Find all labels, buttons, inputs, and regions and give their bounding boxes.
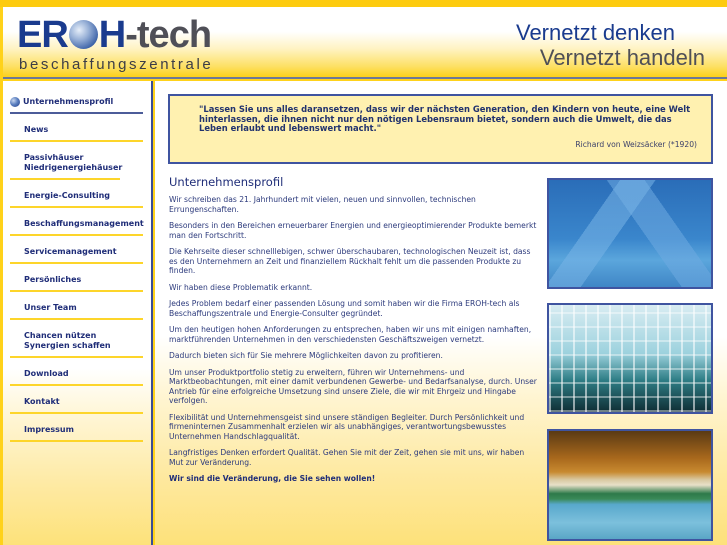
nav-item-passivhaeuser[interactable]: [10, 149, 143, 180]
photo-glass-building: [547, 178, 713, 289]
slogan-line-2: Vernetzt handeln: [539, 45, 705, 70]
nav-link-beschaffungsmanagement[interactable]: Beschaffungsmanagement: [10, 215, 143, 236]
nav-link-news[interactable]: News: [10, 121, 143, 142]
photo-sports-hall: [547, 429, 713, 541]
nav-item-unser-team[interactable]: [10, 299, 143, 320]
nav-link-kontakt[interactable]: Kontakt: [10, 393, 143, 414]
nav-item-kontakt[interactable]: [10, 393, 143, 414]
slogan: [516, 21, 705, 71]
nav-item-download[interactable]: [10, 365, 143, 386]
page-title: Unternehmensprofil: [169, 175, 284, 189]
top-yellow-bar: [0, 0, 727, 7]
nav-item-energie-consulting[interactable]: [10, 187, 143, 208]
logo-subtitle: beschaffungszentrale: [19, 56, 214, 73]
slogan-line-1: Vernetzt denken: [515, 20, 675, 45]
logo-part-h: H: [98, 14, 126, 56]
logo-part-tech: -tech: [125, 14, 212, 56]
nav-item-servicemanagement[interactable]: [10, 243, 143, 264]
main-content: [155, 81, 727, 545]
nav-item-beschaffungsmanagement[interactable]: [10, 215, 143, 236]
nav-link-chancen[interactable]: Chancen nützen Synergien schaffen: [10, 327, 143, 358]
nav-item-persoenliches[interactable]: [10, 271, 143, 292]
nav-link-servicemanagement[interactable]: Servicemanagement: [10, 243, 143, 264]
paragraph: Wir schreiben das 21. Jahrhundert mit vielen, neuen und sinnvollen, technischen Errungenschaften.: [169, 195, 476, 214]
paragraph: Flexibilität und Unternehmensgeist sind unsere ständigen Begleiter. Durch Persönlichkeit und firmeninternen Zusammenhalt erzielen wir als unabhängiges, verantwortungsbewusstes Unternehmen Handschlagqualität.: [169, 412, 525, 441]
nav-item-chancen[interactable]: [10, 327, 143, 358]
paragraph: Um unser Produktportfolio stetig zu erweitern, führen wir Unternehmens- und Marktbeobachtungen, mit einer damit verbundenen Gewerbe- und Bedarfsanalyse, durch. Unser Antrieb für eine erfolgreiche Umsetzung sind unsere Ziele, die wir mit Ehrgeiz und Hingabe verfolgen.: [169, 367, 537, 405]
quote-box: [168, 94, 713, 164]
header: [3, 7, 727, 79]
closing-statement: Wir sind die Veränderung, die Sie sehen wollen!: [169, 474, 376, 483]
paragraph: Um den heutigen hohen Anforderungen zu entsprechen, haben wir uns mit einigen namhaften, marktführenden Unternehmen in den verschiedensten Geschäftszweigen vernetzt.: [169, 325, 532, 344]
nav-link-persoenliches[interactable]: Persönliches: [10, 271, 143, 292]
logo[interactable]: [17, 14, 214, 73]
paragraph: Wir haben diese Problematik erkannt.: [169, 282, 313, 292]
logo-part-er: ER: [17, 14, 68, 56]
nav-link-impressum[interactable]: Impressum: [10, 421, 143, 442]
paragraph: Langfristiges Denken erfordert Qualität. Gehen Sie mit der Zeit, gehen sie mit uns, wir haben Mut zur Veränderung.: [169, 448, 525, 467]
globe-bullet-icon: [10, 97, 20, 107]
quote-author: Richard von Weizsäcker (*1920): [575, 140, 697, 149]
quote-text: "Lassen Sie uns alles daransetzen, dass wir der nächsten Generation, den Kindern von heute, eine Welt hinterlassen, die ihnen nicht nur den nötigen Lebensraum bietet, sondern auch die Umwelt, die das Leben erlaubt und lebenswert macht.": [199, 104, 691, 134]
globe-icon: [69, 20, 98, 49]
paragraph: Jedes Problem bedarf einer passenden Lösung und somit haben wir die Firma EROH-tech als Beschaffungszentrale und Energie-Consulter gegründet.: [169, 299, 520, 318]
nav-item-news[interactable]: [10, 121, 143, 142]
nav-link-download[interactable]: Download: [10, 365, 143, 386]
logo-wordmark: [17, 14, 213, 56]
nav-menu: [3, 81, 151, 442]
paragraph: Dadurch bieten sich für Sie mehrere Möglichkeiten davon zu profitieren.: [169, 351, 443, 360]
nav-item-unternehmensprofil[interactable]: [10, 93, 143, 114]
sidebar: [3, 81, 153, 545]
article: [169, 176, 539, 491]
nav-link-unternehmensprofil[interactable]: Unternehmensprofil: [10, 93, 143, 114]
paragraph: Die Kehrseite dieser schnelllebigen, schwer überschaubaren, technologischen Neuzeit ist, dass es den Unternehmern an Zeit und finanziellem Rückhalt fehlt um die passenden Produkte zu finden.: [169, 247, 531, 275]
nav-link-energie-consulting[interactable]: Energie-Consulting: [10, 187, 143, 208]
nav-link-unser-team[interactable]: Unser Team: [10, 299, 143, 320]
photo-escalator-atrium: [547, 303, 713, 414]
nav-link-passivhaeuser[interactable]: Passivhäuser Niedrigenergiehäuser: [10, 149, 120, 180]
paragraph: Besonders in den Bereichen erneuerbarer Energien und energieoptimierender Produkte bemerkt man den Fortschritt.: [169, 221, 537, 240]
nav-item-impressum[interactable]: [10, 421, 143, 442]
